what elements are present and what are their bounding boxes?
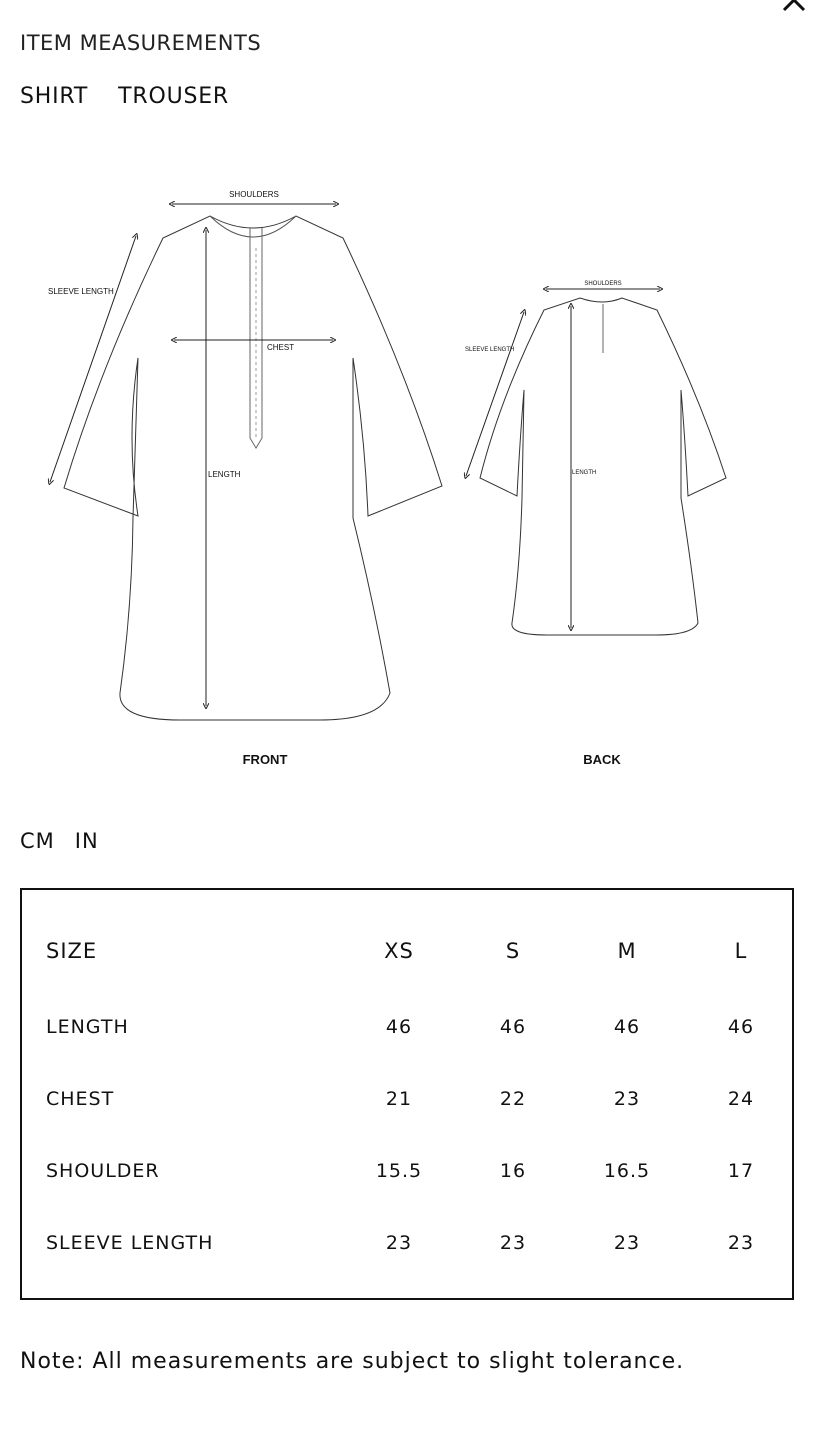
tolerance-note: Note: All measurements are subject to slight tolerance. bbox=[20, 1349, 685, 1374]
table-cell: 23 bbox=[613, 1088, 641, 1110]
front-label: FRONT bbox=[242, 752, 288, 767]
back-garment bbox=[480, 298, 726, 635]
table-row bbox=[22, 1151, 792, 1191]
tab-trouser[interactable]: TROUSER bbox=[118, 84, 230, 109]
table-cell: 46 bbox=[613, 1016, 641, 1038]
column-header-xs: XS bbox=[384, 939, 414, 963]
table-cell: 46 bbox=[727, 1016, 755, 1038]
table-row bbox=[22, 1223, 792, 1263]
front-sleeve-length-label: SLEEVE LENGTH bbox=[48, 287, 114, 296]
table-header-row bbox=[22, 931, 792, 971]
garment-illustration bbox=[20, 138, 772, 800]
unit-toggle bbox=[20, 829, 99, 853]
tab-shirt[interactable]: SHIRT bbox=[20, 84, 89, 109]
back-length-label: LENGTH bbox=[572, 470, 597, 476]
table-cell: 16.5 bbox=[603, 1160, 651, 1182]
table-cell: 46 bbox=[499, 1016, 527, 1038]
table-cell: 16 bbox=[499, 1160, 527, 1182]
column-header-s: S bbox=[505, 939, 521, 963]
measurement-diagram bbox=[20, 138, 772, 800]
front-garment bbox=[64, 216, 442, 720]
table-cell: 23 bbox=[727, 1232, 755, 1254]
row-label: LENGTH bbox=[46, 1016, 129, 1038]
table-cell: 24 bbox=[727, 1088, 755, 1110]
size-table bbox=[20, 888, 794, 1300]
close-button[interactable] bbox=[780, 0, 808, 14]
unit-cm[interactable]: CM bbox=[20, 829, 55, 853]
table-cell: 17 bbox=[727, 1160, 755, 1182]
row-label: SHOULDER bbox=[46, 1160, 160, 1182]
table-cell: 23 bbox=[499, 1232, 527, 1254]
row-label: CHEST bbox=[46, 1088, 115, 1110]
table-cell: 23 bbox=[613, 1232, 641, 1254]
column-header-l: L bbox=[734, 939, 748, 963]
table-cell: 23 bbox=[385, 1232, 413, 1254]
front-chest-label: CHEST bbox=[267, 343, 295, 352]
garment-tabs bbox=[20, 84, 229, 109]
table-cell: 22 bbox=[499, 1088, 527, 1110]
back-shoulders-label: SHOULDERS bbox=[584, 281, 622, 287]
row-label: SLEEVE LENGTH bbox=[46, 1232, 214, 1254]
column-header-m: M bbox=[617, 939, 637, 963]
table-cell: 46 bbox=[385, 1016, 413, 1038]
back-label: BACK bbox=[583, 752, 621, 767]
close-icon bbox=[780, 0, 808, 14]
table-row bbox=[22, 1007, 792, 1047]
table-cell: 21 bbox=[385, 1088, 413, 1110]
table-row bbox=[22, 1079, 792, 1119]
front-shoulders-label: SHOULDERS bbox=[229, 190, 279, 199]
page-title: ITEM MEASUREMENTS bbox=[20, 31, 262, 55]
back-sleeve-length-label: SLEEVE LENGTH bbox=[465, 347, 515, 353]
column-header-size: SIZE bbox=[46, 939, 98, 963]
unit-in[interactable]: IN bbox=[74, 829, 99, 853]
front-length-label: LENGTH bbox=[208, 470, 241, 479]
table-cell: 15.5 bbox=[375, 1160, 423, 1182]
